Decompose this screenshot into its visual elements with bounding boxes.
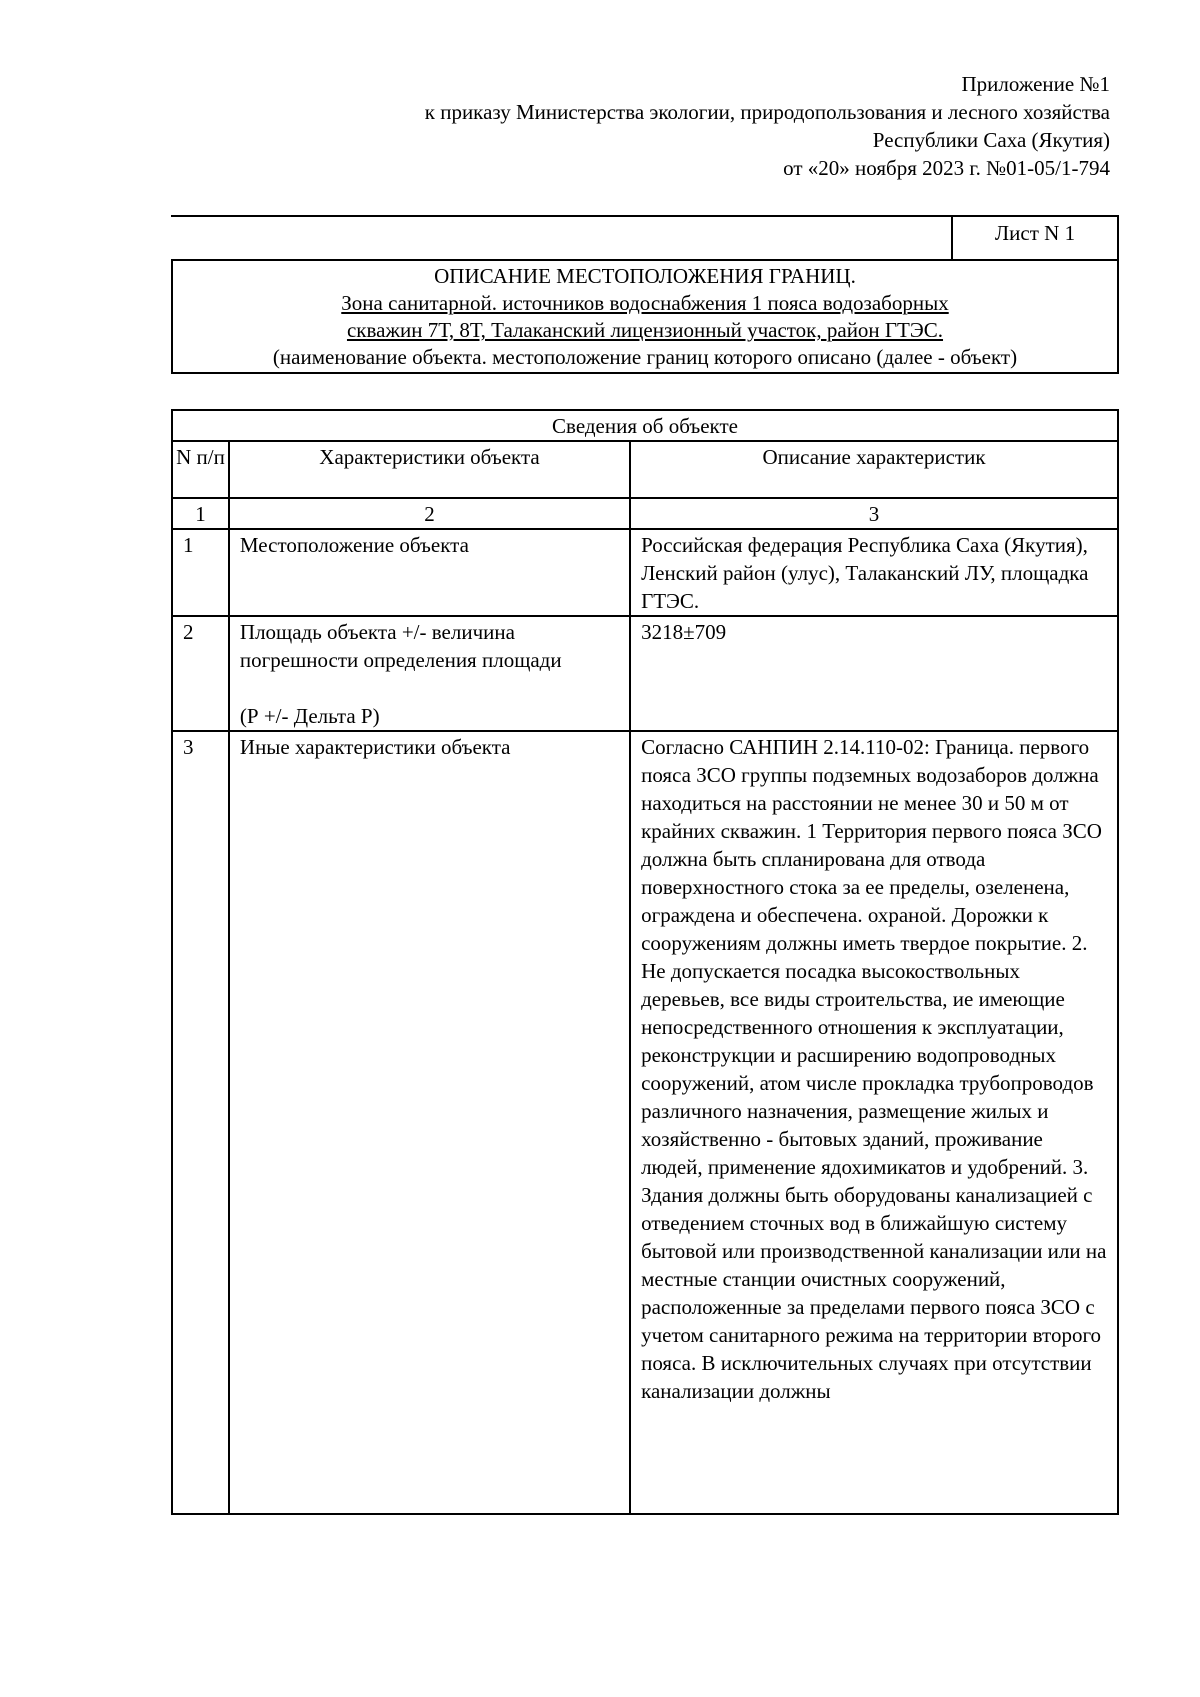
- row-num: 2: [172, 616, 229, 731]
- section-title: Сведения об объекте: [172, 410, 1118, 441]
- row-num: 3: [172, 731, 229, 1514]
- table-row: [172, 529, 1118, 616]
- order-reference: к приказу Министерства экологии, природопользования и лесного хозяйства: [424, 100, 1110, 124]
- row-num: 1: [172, 529, 229, 616]
- header-num: N п/п: [172, 441, 229, 498]
- object-info-table: [171, 409, 1119, 1515]
- row-characteristic-extra: (Р +/- Дельта Р): [239, 704, 380, 728]
- header-description: Описание характеристик: [630, 441, 1118, 498]
- document-header: [425, 70, 1110, 182]
- table-section-row: [172, 410, 1118, 441]
- order-date-number: от «20» ноября 2023 г. №01-05/1-794: [783, 156, 1110, 180]
- object-name-line-2: скважин 7Т, 8Т, Талаканский лицензионный участок, район ГТЭС.: [346, 318, 944, 342]
- row-characteristic: Местоположение объекта: [229, 529, 630, 616]
- row-characteristic: Площадь объекта +/- величина погрешности определения площади: [239, 620, 562, 672]
- object-name-line-1: Зона санитарной. источников водоснабжения 1 пояса водозаборных: [341, 291, 949, 315]
- row-characteristic: Иные характеристики объекта: [229, 731, 630, 1514]
- title-box: [171, 259, 1119, 374]
- row-description: Российская федерация Республика Саха (Якутия), Ленский район (улус), Талаканский ЛУ, площадка ГТЭС.: [630, 529, 1118, 616]
- table-row: [172, 731, 1118, 1514]
- table-row: [172, 616, 1118, 731]
- row-description: Согласно САНПИН 2.14.110-02: Граница. первого пояса ЗСО группы подземных водозаборов должна находиться на расстоянии не менее 30 и 50 м от крайних скважин. 1 Территория первого пояса ЗСО должна быть спланирована для отвода поверхностного стока за ее пределы, озеленена, ограждена и обеспечена. охраной. Дорожки к сооружениям должны иметь твердое покрытие. 2. Не допускается посадка высокоствольных деревьев, все виды строительства, ие имеющие непосредственного отношения к эксплуатации, реконструкции и расширению водопроводных сооружений, атом числе прокладка трубопроводов различного назначения, размещение жилых и хозяйственно - бытовых зданий, проживание людей, применение ядохимикатов и удобрений. 3. Здания должны быть оборудованы канализацией с отведением сточных вод в ближайшую систему бытовой или производственной канализации или на местные станции очистных сооружений, расположенные за пределами первого пояса ЗСО с учетом санитарного режима на территории второго пояса. В исключительных случаях при отсутствии канализации должны: [630, 731, 1118, 1514]
- row-characteristic-cell: [229, 616, 630, 731]
- column-number: 3: [630, 498, 1118, 529]
- sheet-number: Лист N 1: [951, 217, 1119, 259]
- column-number: 1: [172, 498, 229, 529]
- table-header-row: [172, 441, 1118, 498]
- column-number: 2: [229, 498, 630, 529]
- header-characteristics: Характеристики объекта: [229, 441, 630, 498]
- appendix-label: Приложение №1: [961, 72, 1110, 96]
- republic-name: Республики Саха (Якутия): [872, 128, 1110, 152]
- sheet-row: [171, 215, 1119, 261]
- column-number-row: [172, 498, 1118, 529]
- document-title: ОПИСАНИЕ МЕСТОПОЛОЖЕНИЯ ГРАНИЦ.: [434, 264, 856, 288]
- row-description: 3218±709: [630, 616, 1118, 731]
- object-caption: (наименование объекта. местоположение границ которого описано (далее - объект): [272, 345, 1018, 369]
